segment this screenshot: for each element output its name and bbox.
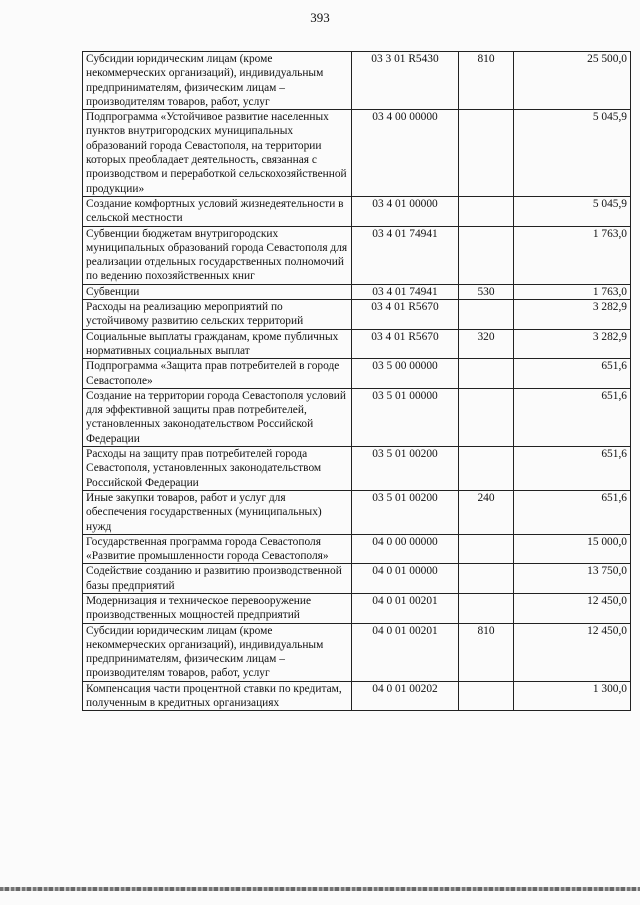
row-name-cell: Субвенции xyxy=(83,284,352,299)
table-row xyxy=(83,52,631,110)
row-expense-type-cell xyxy=(459,534,514,564)
row-code-cell: 04 0 01 00000 xyxy=(352,564,459,594)
row-name-cell: Создание на территории города Севастополя условий для эффективной защиты прав потребителей, установленных законодательством Российской Федерации xyxy=(83,388,352,446)
table-row xyxy=(83,593,631,623)
row-code-cell: 03 4 01 74941 xyxy=(352,284,459,299)
table-row xyxy=(83,329,631,359)
row-amount-cell: 13 750,0 xyxy=(514,564,631,594)
table-row xyxy=(83,196,631,226)
row-amount-cell: 12 450,0 xyxy=(514,593,631,623)
row-amount-cell: 5 045,9 xyxy=(514,110,631,197)
row-expense-type-cell xyxy=(459,388,514,446)
row-name-cell: Социальные выплаты гражданам, кроме публичных нормативных социальных выплат xyxy=(83,329,352,359)
row-name-cell: Создание комфортных условий жизнедеятельности в сельской местности xyxy=(83,196,352,226)
row-expense-type-cell: 530 xyxy=(459,284,514,299)
row-name-cell: Расходы на реализацию мероприятий по устойчивому развитию сельских территорий xyxy=(83,300,352,330)
row-amount-cell: 25 500,0 xyxy=(514,52,631,110)
scan-artifact-line xyxy=(0,887,640,891)
row-amount-cell: 3 282,9 xyxy=(514,300,631,330)
row-name-cell: Субсидии юридическим лицам (кроме некоммерческих организаций), индивидуальным предпринимателям, физическим лицам – производителям товаров, работ, услуг xyxy=(83,623,352,681)
row-name-cell: Государственная программа города Севастополя «Развитие промышленности города Севастополя» xyxy=(83,534,352,564)
row-amount-cell: 1 763,0 xyxy=(514,284,631,299)
table-row xyxy=(83,447,631,491)
row-expense-type-cell: 320 xyxy=(459,329,514,359)
row-name-cell: Модернизация и техническое перевооружение производственных мощностей предприятий xyxy=(83,593,352,623)
row-amount-cell: 5 045,9 xyxy=(514,196,631,226)
table-row xyxy=(83,388,631,446)
row-code-cell: 03 4 00 00000 xyxy=(352,110,459,197)
row-amount-cell: 651,6 xyxy=(514,359,631,389)
row-code-cell: 03 3 01 R5430 xyxy=(352,52,459,110)
row-name-cell: Подпрограмма «Защита прав потребителей в городе Севастополе» xyxy=(83,359,352,389)
row-amount-cell: 651,6 xyxy=(514,447,631,491)
row-code-cell: 03 4 01 00000 xyxy=(352,196,459,226)
row-code-cell: 03 4 01 74941 xyxy=(352,226,459,284)
row-amount-cell: 1 763,0 xyxy=(514,226,631,284)
row-expense-type-cell xyxy=(459,110,514,197)
row-expense-type-cell xyxy=(459,564,514,594)
row-name-cell: Субвенции бюджетам внутригородских муниципальных образований города Севастополя для реализации отдельных государственных полномочий по ведению похозяйственных книг xyxy=(83,226,352,284)
row-code-cell: 03 5 01 00200 xyxy=(352,447,459,491)
row-amount-cell: 3 282,9 xyxy=(514,329,631,359)
table-row xyxy=(83,490,631,534)
budget-table xyxy=(82,51,631,711)
row-code-cell: 03 5 01 00200 xyxy=(352,490,459,534)
row-code-cell: 04 0 01 00201 xyxy=(352,623,459,681)
row-name-cell: Иные закупки товаров, работ и услуг для обеспечения государственных (муниципальных) нужд xyxy=(83,490,352,534)
table-row xyxy=(83,284,631,299)
table-row xyxy=(83,226,631,284)
table-row xyxy=(83,564,631,594)
table-row xyxy=(83,534,631,564)
row-expense-type-cell xyxy=(459,593,514,623)
table-row xyxy=(83,110,631,197)
row-code-cell: 03 4 01 R5670 xyxy=(352,329,459,359)
row-expense-type-cell xyxy=(459,196,514,226)
row-expense-type-cell xyxy=(459,447,514,491)
row-amount-cell: 1 300,0 xyxy=(514,681,631,711)
budget-table-body xyxy=(83,52,631,711)
row-code-cell: 04 0 01 00202 xyxy=(352,681,459,711)
row-expense-type-cell xyxy=(459,681,514,711)
row-code-cell: 03 5 01 00000 xyxy=(352,388,459,446)
row-expense-type-cell: 810 xyxy=(459,52,514,110)
table-row xyxy=(83,300,631,330)
page-number: 393 xyxy=(310,10,330,25)
row-amount-cell: 15 000,0 xyxy=(514,534,631,564)
row-code-cell: 03 5 00 00000 xyxy=(352,359,459,389)
row-amount-cell: 651,6 xyxy=(514,490,631,534)
row-expense-type-cell xyxy=(459,226,514,284)
row-amount-cell: 12 450,0 xyxy=(514,623,631,681)
row-name-cell: Подпрограмма «Устойчивое развитие населенных пунктов внутригородских муниципальных образований города Севастополя, на территории которых преобладает деятельность, связанная с производством и переработкой сельскохозяйственной продукции» xyxy=(83,110,352,197)
row-expense-type-cell: 810 xyxy=(459,623,514,681)
row-code-cell: 03 4 01 R5670 xyxy=(352,300,459,330)
row-expense-type-cell xyxy=(459,300,514,330)
row-expense-type-cell xyxy=(459,359,514,389)
row-name-cell: Субсидии юридическим лицам (кроме некоммерческих организаций), индивидуальным предпринимателям, физическим лицам – производителям товаров, работ, услуг xyxy=(83,52,352,110)
row-name-cell: Содействие созданию и развитию производственной базы предприятий xyxy=(83,564,352,594)
row-name-cell: Расходы на защиту прав потребителей города Севастополя, установленных законодательством Российской Федерации xyxy=(83,447,352,491)
row-expense-type-cell: 240 xyxy=(459,490,514,534)
row-code-cell: 04 0 00 00000 xyxy=(352,534,459,564)
row-name-cell: Компенсация части процентной ставки по кредитам, полученным в кредитных организациях xyxy=(83,681,352,711)
table-row xyxy=(83,681,631,711)
row-amount-cell: 651,6 xyxy=(514,388,631,446)
row-code-cell: 04 0 01 00201 xyxy=(352,593,459,623)
table-row xyxy=(83,623,631,681)
table-row xyxy=(83,359,631,389)
